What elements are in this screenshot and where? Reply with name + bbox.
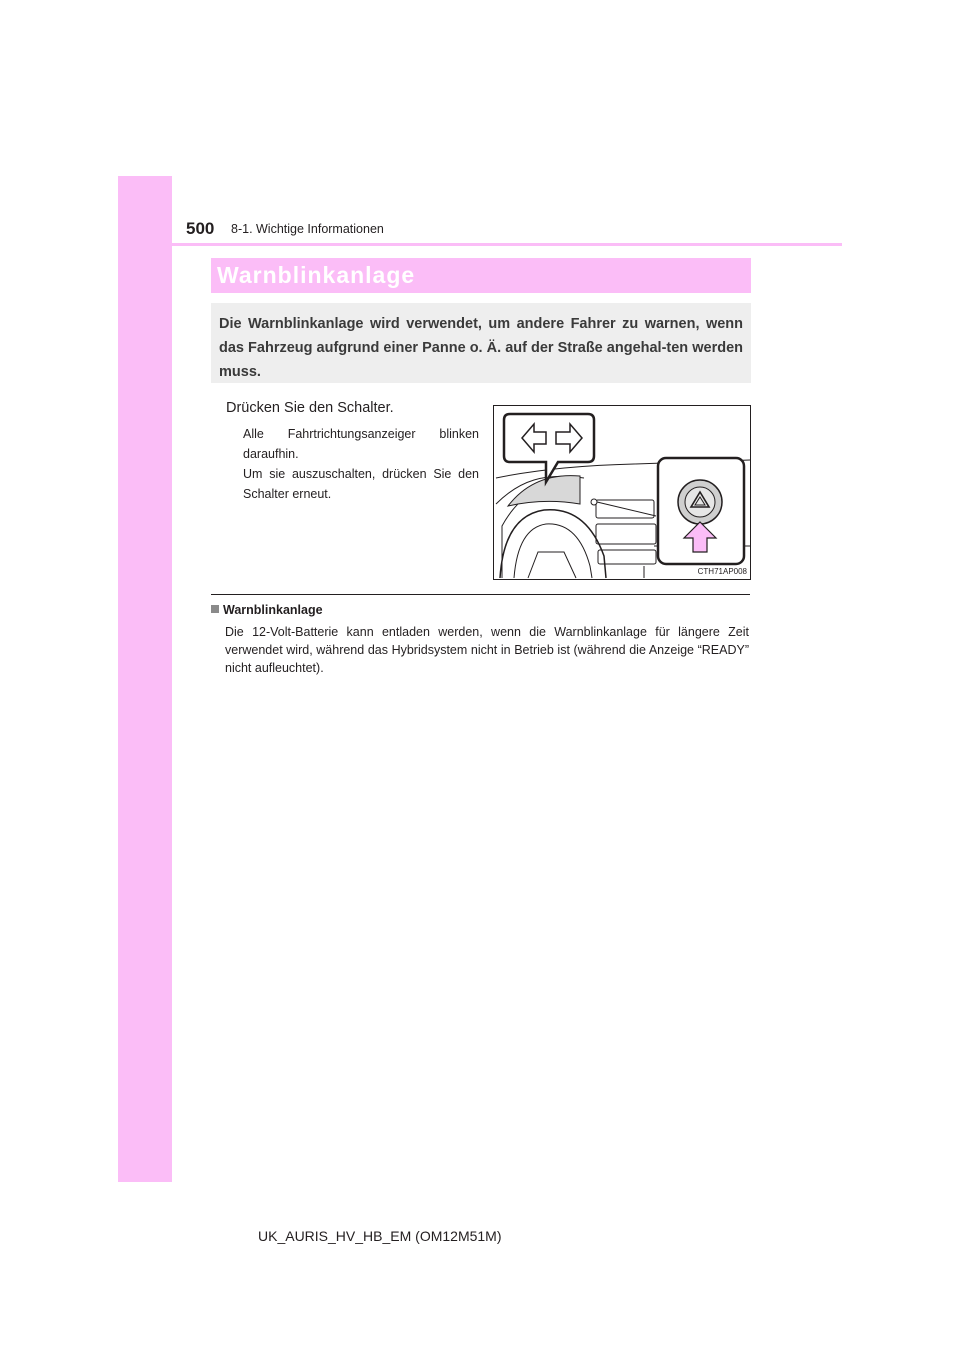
step-title: Drücken Sie den Schalter. (226, 400, 394, 416)
figure-code: CTH71AP008 (697, 567, 747, 576)
header-rule (118, 243, 842, 246)
intro-text: Die Warnblinkanlage wird verwendet, um andere Fahrer zu warnen, wenn das Fahrzeug aufgrund einer Panne o. Ä. auf der Straße angehal-ten werden muss. (219, 316, 743, 380)
note-body: Die 12-Volt-Batterie kann entladen werden, wenn die Warnblinkanlage für längere Zeit verwendet wird, während das Hybridsystem nicht in Betrieb ist (während die Anzeige “READY” nicht aufleuchtet). (225, 625, 749, 675)
note-heading (211, 603, 323, 617)
footer-code: UK_AURIS_HV_HB_EM (OM12M51M) (258, 1228, 502, 1244)
title-bar (211, 258, 751, 293)
section-divider (211, 594, 750, 595)
section-label: 8-1. Wichtige Informationen (231, 222, 384, 236)
side-tab-bar (118, 176, 172, 1182)
page-title: Warnblinkanlage (217, 262, 416, 288)
step-line-1: Alle Fahrtrichtungsanzeiger blinken daraufhin. (243, 427, 479, 461)
step-line-2: Um sie auszuschalten, drücken Sie den Schalter erneut. (243, 467, 479, 501)
dashboard-figure (493, 405, 751, 580)
dashboard-illustration (494, 406, 750, 579)
step-body (243, 424, 479, 504)
intro-box (211, 303, 751, 383)
page-number: 500 (186, 219, 215, 238)
note-heading-text: Warnblinkanlage (223, 603, 323, 617)
square-bullet-icon (211, 605, 219, 613)
